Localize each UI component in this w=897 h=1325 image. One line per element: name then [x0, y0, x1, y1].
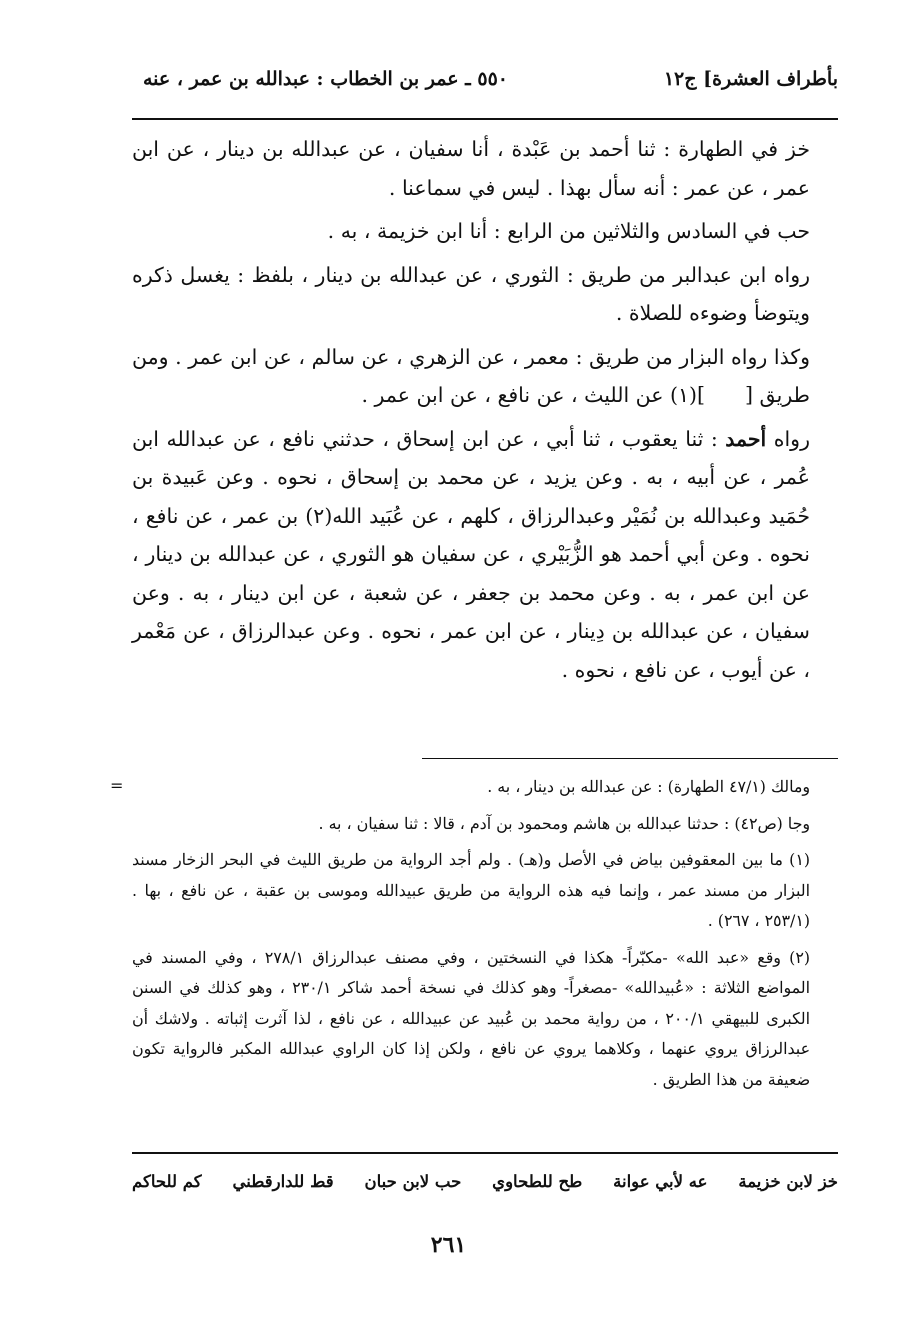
- continuation-marker: =: [110, 776, 124, 795]
- paragraph-hb: حب في السادس والثلاثين من الرابع : أنا ابن خزيمة ، به .: [327, 219, 810, 243]
- abbr-ah: عه لأبي عوانة: [613, 1172, 708, 1191]
- paragraph-bazzar-line: وكذا رواه البزار من طريق : معمر ، عن الزهري ، عن سالم ، عن ابن عمر . ومن: [132, 344, 810, 369]
- header-chapter-title: ٥٥٠ ـ عمر بن الخطاب : عبدالله بن عمر ، عنه: [142, 68, 508, 90]
- footnote-continuation-malik: [110, 772, 838, 803]
- abbr-qt: قط للدارقطني: [232, 1172, 334, 1191]
- ahmad-name: أحمد: [725, 426, 767, 451]
- footnote-continuation-ja: وجا (ص٤٢) : حدثنا عبدالله بن هاشم ومحمود بن آدم ، قالا : ثنا سفيان ، به .: [318, 813, 810, 833]
- footnote-continuation-text: ومالك (٤٧/١ الطهارة) : عن عبدالله بن دينار ، به .: [487, 777, 810, 796]
- abbr-hb: حب لابن حبان: [364, 1172, 462, 1191]
- footnote-separator: [422, 758, 838, 759]
- paragraph-bazzar: [132, 338, 838, 415]
- ahmad-lead: رواه: [773, 426, 810, 451]
- footnotes: [110, 772, 838, 1101]
- bracket-end: ](١) عن الليث ، عن نافع ، عن ابن عمر .: [361, 383, 706, 407]
- header-book-title: بأطراف العشرة] ج١٢: [663, 68, 838, 90]
- paragraph-ahmad: [132, 420, 838, 690]
- paragraph-khz: خز في الطهارة : ثنا أحمد بن عَبْدة ، أنا سفيان ، عن عبدالله بن دينار ، عن ابن عمر ، عن عمر : أنه سأل بهذا . ليس في سماعنا .: [132, 137, 810, 200]
- paragraph-ibn-abdulbarr: رواه ابن عبدالبر من طريق : الثوري ، عن عبدالله بن دينار ، بلفظ : يغسل ذكره ويتوضأ وضوءه للصلاة .: [132, 262, 810, 325]
- abbr-km: كم للحاكم: [132, 1172, 202, 1191]
- header-rule: [132, 118, 838, 120]
- abbr-khz: خز لابن خزيمة: [738, 1172, 838, 1191]
- bracket-start: طريق [: [745, 383, 810, 407]
- footnote-1: (١) ما بين المعقوفين بياض في الأصل و(هـ) . ولم أجد الرواية من طريق الليث في البحر الزخار مسند البزار من مسند عمر ، وإنما فيه هذه الرواية من طريق عبيدالله وموسى بن عقبة ، عن نافع ، بها . (٢٥٣/١ ، ٢٦٧) .: [132, 850, 810, 930]
- abbr-th: طح للطحاوي: [492, 1172, 583, 1191]
- abbreviation-legend: [132, 1172, 838, 1191]
- main-text: [132, 130, 838, 689]
- running-header: [132, 68, 838, 102]
- footnote-2: (٢) وقع «عبد الله» -مكبّراً- هكذا في النسختين ، وفي مصنف عبدالرزاق ٢٧٨/١ ، وفي المسند في المواضع الثلاثة : «عُبيدالله» -مصغراً- وهو كذلك في نسخة أحمد شاكر ٢٣٠/١ ، وهو كذلك في السنن الكبرى للبيهقي ٢٠٠/١ ، من رواية محمد بن عُبيد عن عبيدالله ، عن نافع ، لذا آثرت إثباته . ولاشك أن عبدالرزاق يروي عنهما ، وكلاهما يروي عن نافع ، ولكن إذا كان الراوي عبدالله المكبر فالرواية تكون ضعيفة من هذا الطريق .: [132, 947, 811, 1089]
- ahmad-text: : ثنا يعقوب ، ثنا أبي ، عن ابن إسحاق ، حدثني نافع ، عن عبدالله ابن عُمر ، عن أبيه ، به . وعن يزيد ، عن محمد بن إسحاق ، نحوه . وعن عَبيدة بن حُمَيد وعبدالله بن نُمَيْر وعبدالرزاق ، كلهم ، عن عُبَيد الله(٢) بن عمر ، عن نافع ، نحوه . وعن أبي أحمد هو الزُّبَيْري ، عن سفيان هو الثوري ، عن عبدالله بن دينار ، عن ابن عمر ، به . وعن محمد بن جعفر ، عن شعبة ، عن ابن دينار ، به . وعن سفيان ، عن عبدالله بن دِينار ، عن ابن عمر ، نحوه . وعن عبدالرزاق ، عن مَعْمر ، عن أيوب ، عن نافع ، نحوه .: [132, 426, 810, 682]
- page-number: ٢٦١: [430, 1232, 467, 1258]
- abbreviation-rule: [132, 1152, 838, 1154]
